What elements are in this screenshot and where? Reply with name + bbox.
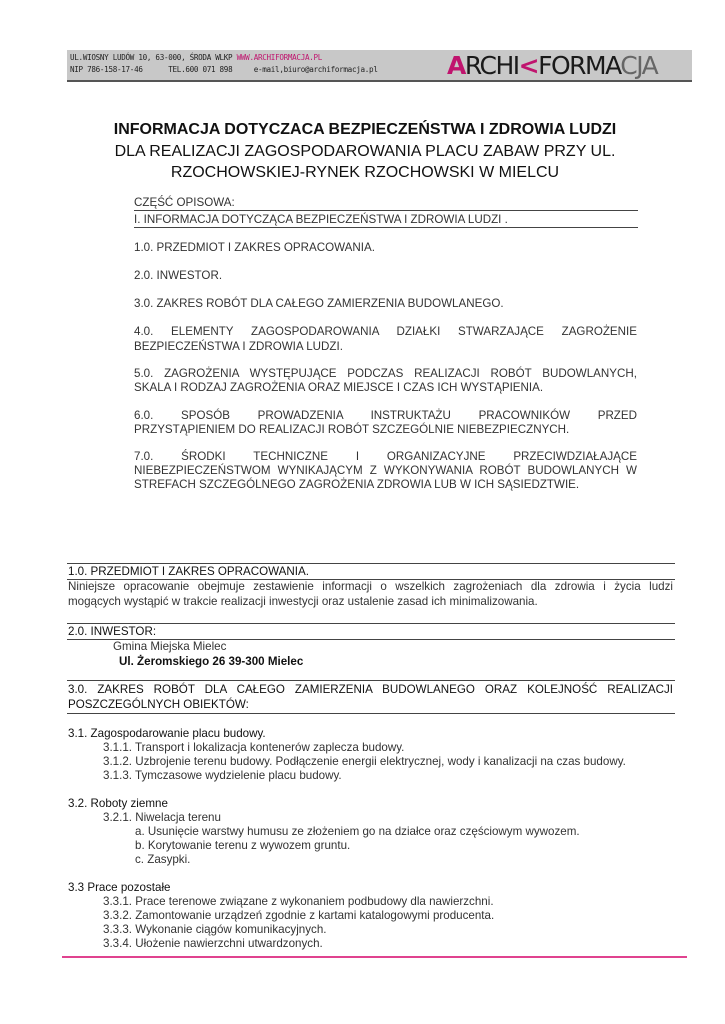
list-item: 3.3.3. Wykonanie ciągów komunikacyjnych.	[103, 923, 327, 936]
document-title-line-2: DLA REALIZACJI ZAGOSPODAROWANIA PLACU ZABAW PRZY UL.	[114, 143, 616, 160]
toc-item-1: 1.0. PRZEDMIOT I ZAKRES OPRACOWANIA.	[134, 241, 375, 254]
letterhead	[67, 50, 692, 82]
company-email: e-mail,biuro@archiformacja.pl	[253, 65, 378, 74]
company-phone: TEL.600 071 898	[168, 65, 233, 74]
list-item: a. Usunięcie warstwy humusu ze złożeniem go na działce oraz częściowym wywozem.	[135, 825, 580, 838]
group-3-3-heading: 3.3 Prace pozostałe	[68, 881, 171, 894]
toc-item-6-line-2: PRZYSTĄPIENIEM DO REALIZACJI ROBÓT SZCZEGÓLNIE NIEBEZPIECZNYCH.	[134, 423, 570, 436]
list-item: 3.3.4. Ułożenie nawierzchni utwardzonych.	[103, 937, 323, 950]
document-title-line-1: INFORMACJA DOTYCZACA BEZPIECZEŃSTWA I ZDROWIA LUDZI	[113, 121, 617, 138]
toc-item-7-line-3: STREFACH SZCZEGÓLNEGO ZAGROŻENIA ZDROWIA LUB W ICH SĄSIEDZTWIE.	[134, 478, 580, 491]
logo-cja: CJA	[620, 51, 658, 80]
list-item: 3.1.3. Tymczasowe wydzielenie placu budowy.	[103, 769, 342, 782]
list-item: 3.1.2. Uzbrojenie terenu budowy. Podłączenie energii elektrycznej, wody i kanalizacji na czas budowy.	[103, 755, 626, 768]
company-address: UL.WIOSNY LUDÓW 10, 63-000, ŚRODA WLKP	[70, 53, 233, 62]
logo-rchi: RCHI	[464, 51, 519, 80]
divider	[67, 563, 675, 564]
letterhead-line-2	[70, 65, 378, 74]
list-item: b. Korytowanie terenu z wywozem gruntu.	[135, 839, 351, 852]
toc-item-7-line-1: 7.0. ŚRODKI TECHNICZNE I ORGANIZACYJNE PRZECIWDZIAŁAJĄCE	[134, 450, 637, 463]
section-3-heading-line-2: POSZCZEGÓLNYCH OBIEKTÓW:	[68, 698, 249, 711]
divider	[134, 227, 638, 228]
logo-a: A	[447, 51, 465, 80]
divider	[134, 210, 638, 211]
section-3-heading-line-1: 3.0. ZAKRES ROBÓT DLA CAŁEGO ZAMIERZENIA BUDOWLANEGO ORAZ KOLEJNOŚĆ REALIZACJI	[68, 683, 673, 696]
footer-line	[62, 956, 687, 958]
investor-name: Gmina Miejska Mielec	[113, 640, 227, 653]
list-item: 3.1.1. Transport i lokalizacja kontenerów zaplecza budowy.	[103, 741, 405, 754]
toc-section-title: I. INFORMACJA DOTYCZĄCA BEZPIECZEŃSTWA I ZDROWIA LUDZI .	[134, 213, 508, 226]
logo-chevron: <	[518, 51, 539, 80]
investor-address: Ul. Żeromskiego 26 39-300 Mielec	[119, 655, 304, 668]
divider	[67, 623, 675, 624]
toc-item-4-line-1: 4.0. ELEMENTY ZAGOSPODAROWANIA DZIAŁKI STWARZAJĄCE ZAGROŻENIE	[134, 325, 637, 338]
company-nip: NIP 786-158-17-46	[70, 65, 143, 74]
document-title-line-3: RZOCHOWSKIEJ-RYNEK RZOCHOWSKI W MIELCU	[170, 164, 560, 181]
toc-item-3: 3.0. ZAKRES ROBÓT DLA CAŁEGO ZAMIERZENIA BUDOWLANEGO.	[134, 297, 504, 310]
divider	[67, 680, 675, 681]
archiformacja-logo	[447, 50, 657, 80]
divider	[67, 713, 675, 714]
list-item: 3.3.1. Prace terenowe związane z wykonaniem podbudowy dla nawierzchni.	[103, 895, 494, 908]
toc-item-5-line-1: 5.0. ZAGROŻENIA WYSTĘPUJĄCE PODCZAS REALIZACJI ROBÓT BUDOWLANYCH,	[134, 367, 637, 380]
section-1-heading: 1.0. PRZEDMIOT I ZAKRES OPRACOWANIA.	[68, 565, 309, 578]
toc-item-6-line-1: 6.0. SPOSÓB PROWADZENIA INSTRUKTAŻU PRACOWNIKÓW PRZED	[134, 409, 637, 422]
toc-item-7-line-2: NIEBEZPIECZEŃSTWOM WYNIKAJĄCYM Z WYKONYWANIA ROBÓT BUDOWLANYCH W	[134, 464, 637, 477]
toc-item-4-line-2: BEZPIECZEŃSTWA I ZDROWIA LUDZI.	[134, 340, 343, 353]
group-3-2-heading: 3.2. Roboty ziemne	[68, 797, 168, 810]
section-1-paragraph-line-1: Niniejsze opracowanie obejmuje zestawienie informacji o wszelkich zagrożeniach dla zdrowia i życia ludzi	[68, 580, 673, 593]
toc-heading: CZĘŚĆ OPISOWA:	[134, 196, 235, 209]
section-1-paragraph-line-2: mogących wystąpić w trakcie realizacji inwestycji oraz ustalenie zasad ich minimalizowania.	[68, 595, 538, 608]
section-2-heading: 2.0. INWESTOR:	[68, 625, 157, 638]
toc-item-5-line-2: SKALA I RODZAJ ZAGROŻENIA ORAZ MIEJSCE I CZAS ICH WYSTĄPIENIA.	[134, 381, 544, 394]
list-item: 3.2.1. Niwelacja terenu	[103, 811, 221, 824]
company-website: WWW.ARCHIFORMACJA.PL	[236, 53, 323, 62]
letterhead-line-1	[70, 53, 322, 62]
toc-item-2: 2.0. INWESTOR.	[134, 269, 223, 282]
list-item: c. Zasypki.	[135, 853, 191, 866]
list-item: 3.3.2. Zamontowanie urządzeń zgodnie z kartami katalogowymi producenta.	[103, 909, 495, 922]
logo-forma: FORMA	[538, 51, 621, 80]
group-3-1-heading: 3.1. Zagospodarowanie placu budowy.	[68, 727, 266, 740]
